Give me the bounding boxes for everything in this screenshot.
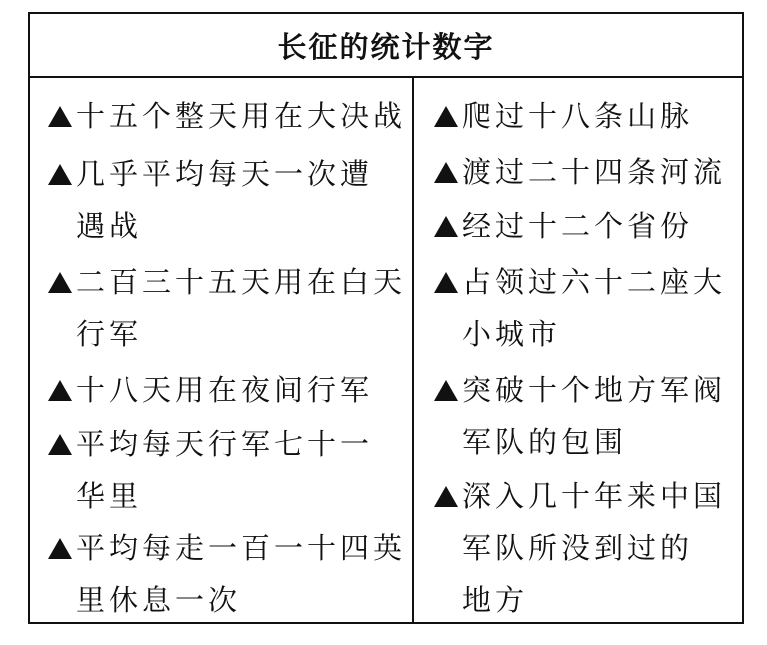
triangle-bullet-icon [48, 538, 72, 559]
item-line: 军队的包围 [462, 425, 628, 459]
item-text: 平均每走一百一十四英 [76, 531, 407, 565]
stats-table [28, 12, 744, 624]
item-line: 里休息一次 [76, 583, 242, 617]
item-line [434, 364, 726, 416]
left-item [48, 148, 373, 252]
item-line: 华里 [76, 479, 143, 513]
item-text: 十五个整天用在大决战 [76, 99, 407, 133]
triangle-bullet-icon [434, 106, 458, 127]
left-item [48, 364, 373, 416]
item-line [48, 364, 373, 416]
left-item [48, 90, 406, 142]
item-line [48, 418, 373, 470]
right-item [434, 146, 726, 198]
item-line [48, 148, 373, 200]
triangle-bullet-icon [48, 434, 72, 455]
item-line: 地方 [462, 583, 529, 617]
left-item [48, 418, 373, 522]
triangle-bullet-icon [434, 162, 458, 183]
title-row [30, 14, 742, 78]
item-text: 爬过十八条山脉 [462, 99, 694, 133]
item-line [434, 256, 726, 308]
item-line [434, 200, 693, 252]
triangle-bullet-icon [48, 106, 72, 127]
item-line [48, 90, 406, 142]
item-line [434, 90, 693, 142]
item-line: 小城市 [462, 317, 562, 351]
item-text: 二百三十五天用在白天 [76, 265, 407, 299]
left-item [48, 256, 406, 360]
item-text: 深入几十年来中国 [462, 479, 727, 513]
left-column [30, 76, 412, 622]
right-column [414, 76, 742, 622]
item-text: 平均每天行军七十一 [76, 427, 374, 461]
item-text: 渡过二十四条河流 [462, 155, 727, 189]
triangle-bullet-icon [434, 486, 458, 507]
item-text: 占领过六十二座大 [462, 265, 727, 299]
right-item [434, 470, 726, 626]
item-line: 军队所没到过的 [462, 531, 694, 565]
item-text: 经过十二个省份 [462, 209, 694, 243]
table-title: 长征的统计数字 [277, 29, 495, 64]
triangle-bullet-icon [48, 272, 72, 293]
triangle-bullet-icon [48, 380, 72, 401]
item-text: 十八天用在夜间行军 [76, 373, 374, 407]
right-item [434, 200, 693, 252]
item-text: 几乎平均每天一次遭 [76, 157, 374, 191]
item-line [48, 522, 406, 574]
left-item [48, 522, 406, 626]
right-item [434, 256, 726, 360]
right-item [434, 364, 726, 468]
item-line: 行军 [76, 317, 143, 351]
triangle-bullet-icon [48, 164, 72, 185]
item-line: 遇战 [76, 209, 143, 243]
item-line [48, 256, 406, 308]
triangle-bullet-icon [434, 380, 458, 401]
item-line [434, 470, 726, 522]
item-text: 突破十个地方军阀 [462, 373, 727, 407]
right-item [434, 90, 693, 142]
triangle-bullet-icon [434, 216, 458, 237]
item-line [434, 146, 726, 198]
triangle-bullet-icon [434, 272, 458, 293]
